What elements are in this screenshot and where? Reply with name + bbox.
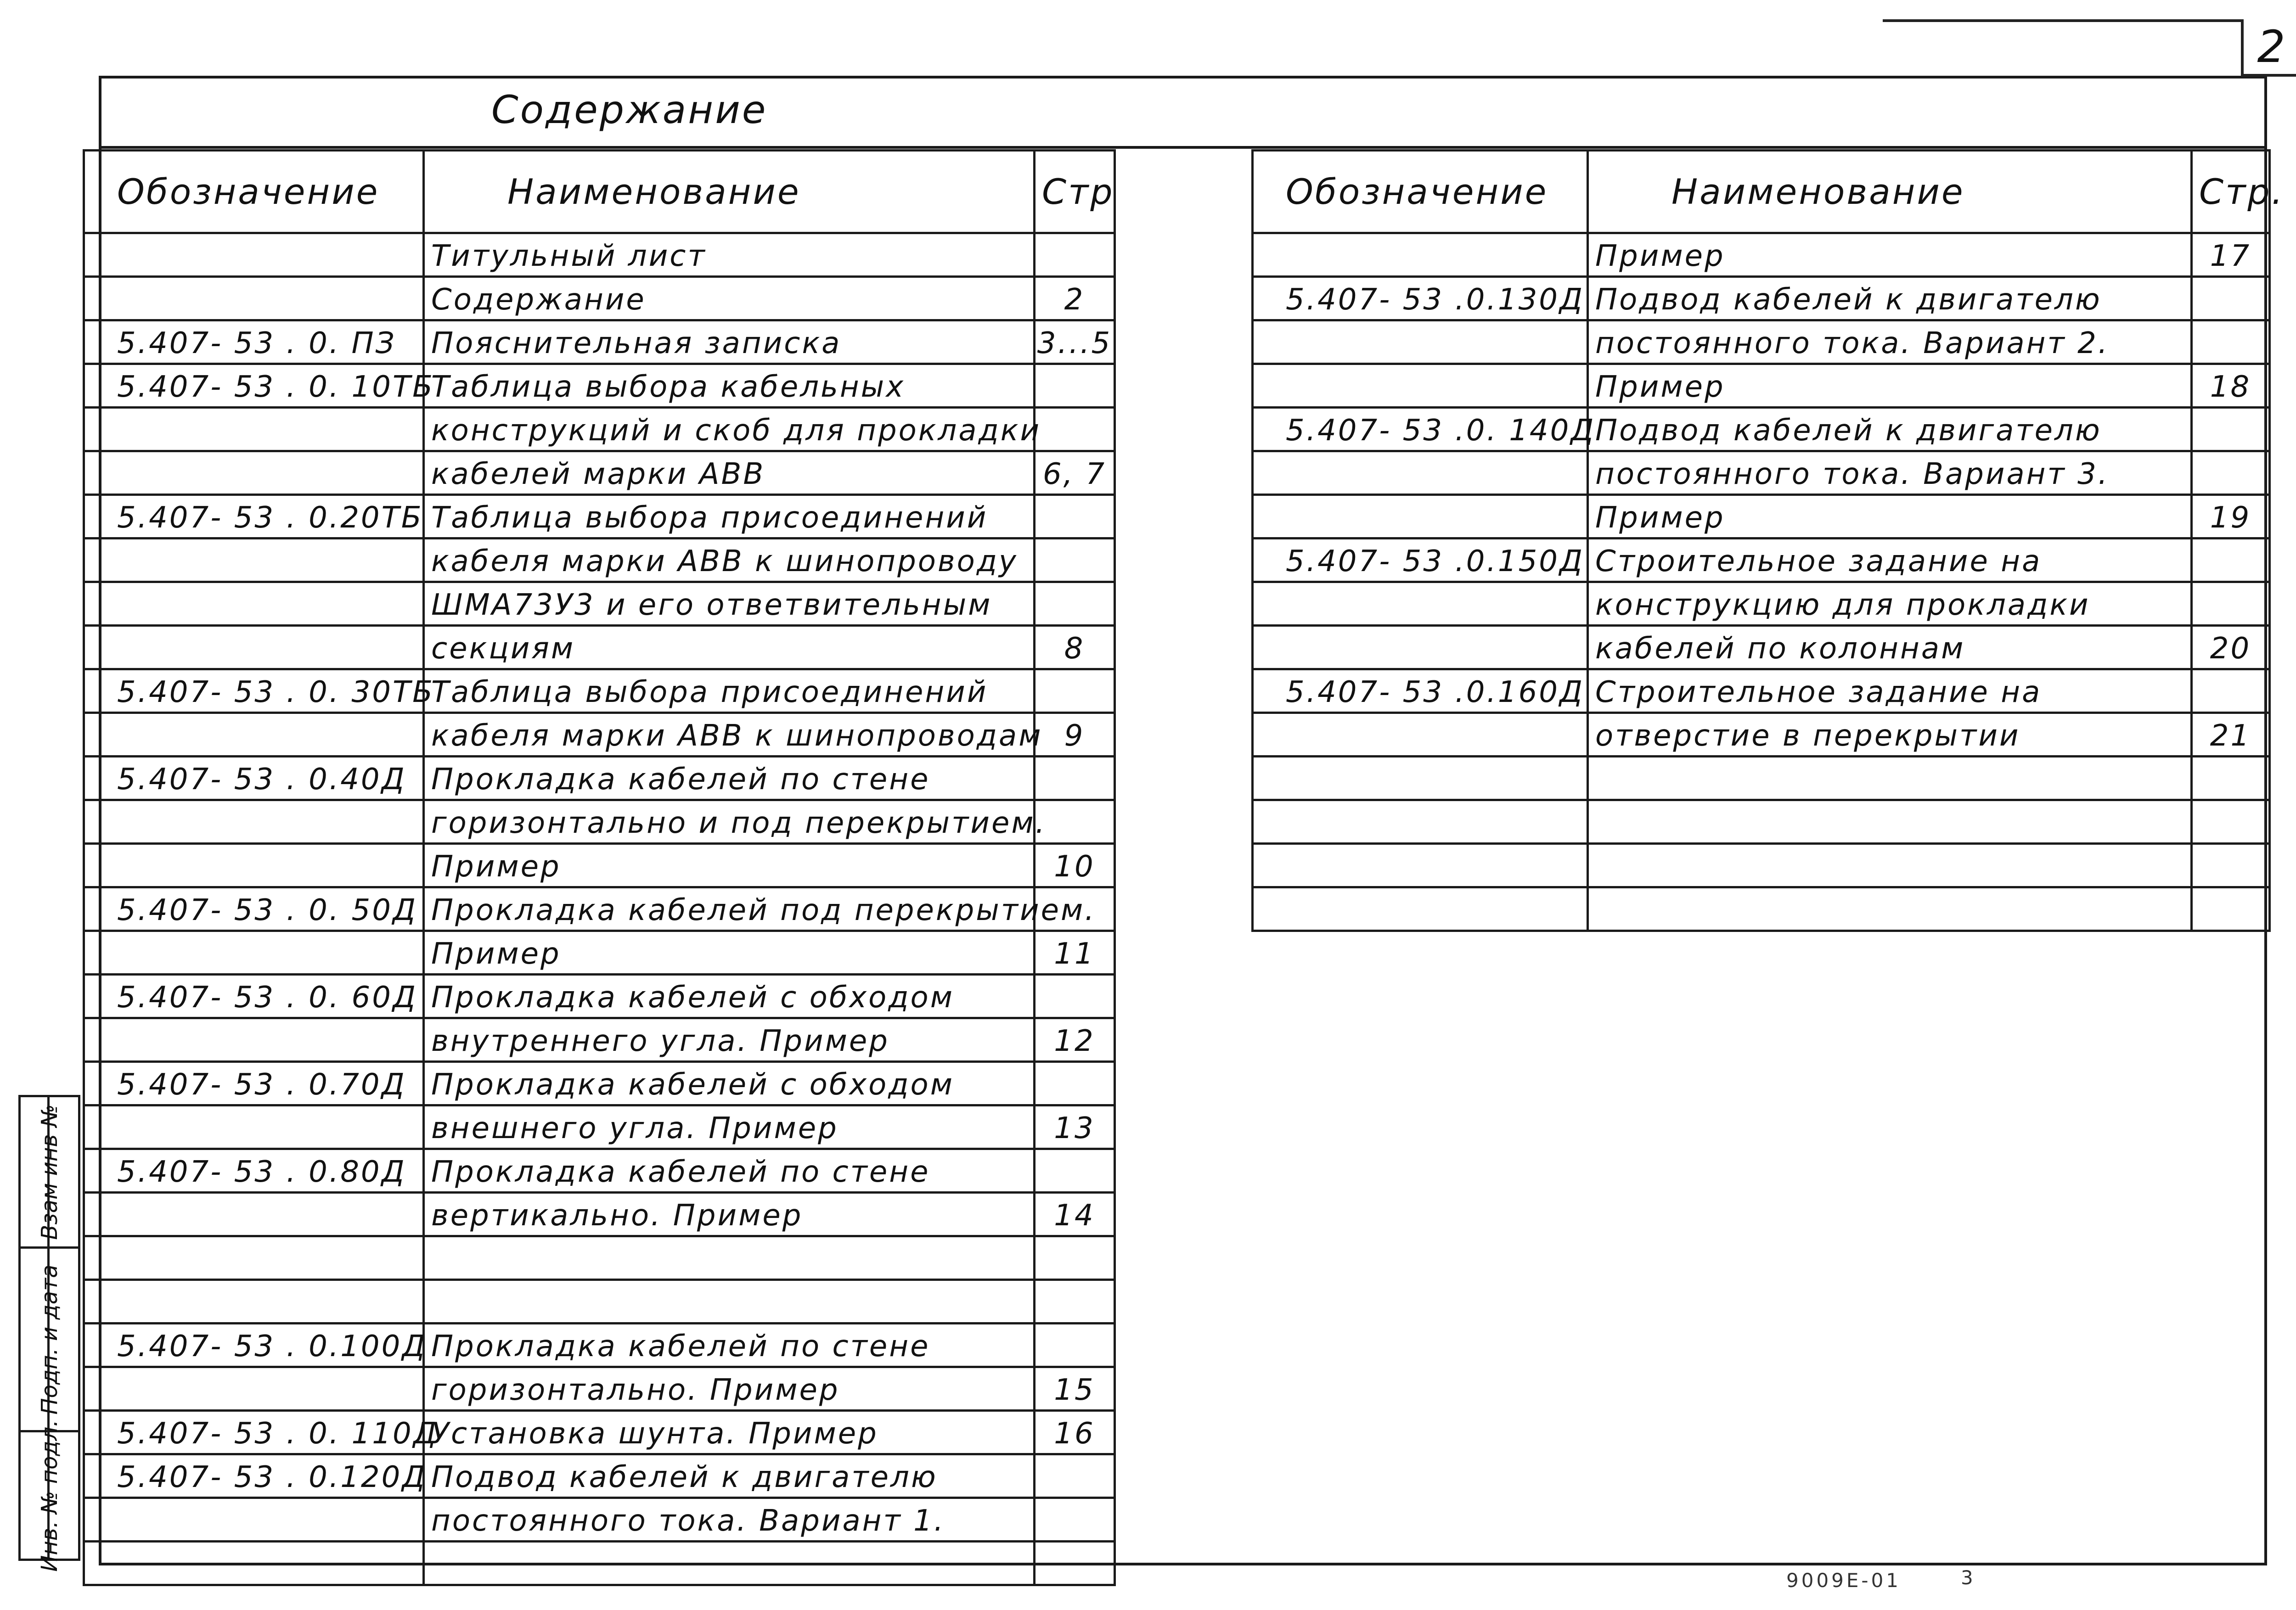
table-row xyxy=(1253,277,2270,320)
row-code xyxy=(84,539,424,582)
header-name: Наименование xyxy=(424,151,1035,233)
row-page xyxy=(2192,887,2270,931)
row-name: отверстие в перекрытии xyxy=(1588,713,2192,757)
row-page xyxy=(2192,408,2270,451)
table-row xyxy=(84,1498,1115,1542)
row-name: Подвод кабелей к двигателю xyxy=(424,1454,1035,1498)
row-code: 5.407- 53 . 0.70Д xyxy=(84,1062,424,1105)
row-page: 3...5 xyxy=(1035,320,1115,364)
row-code: 5.407- 53 . 0.20ТБ xyxy=(84,495,424,539)
row-page: 20 xyxy=(2192,626,2270,669)
table-row xyxy=(84,1454,1115,1498)
row-page xyxy=(1035,1062,1115,1105)
table-row xyxy=(1253,800,2270,844)
side-stamp-inv-original xyxy=(21,1419,78,1572)
row-name xyxy=(1588,844,2192,887)
row-code xyxy=(1253,713,1588,757)
table-row xyxy=(1253,233,2270,277)
row-code xyxy=(84,1367,424,1411)
row-code xyxy=(84,1542,424,1585)
table-row xyxy=(84,539,1115,582)
row-page xyxy=(1035,495,1115,539)
row-page xyxy=(1035,1280,1115,1324)
row-page xyxy=(1035,1542,1115,1585)
row-name: Содержание xyxy=(424,277,1035,320)
table-row xyxy=(1253,713,2270,757)
row-code xyxy=(1253,800,1588,844)
row-name: ШМА73У3 и его ответвительным xyxy=(424,582,1035,626)
row-page xyxy=(2192,451,2270,495)
row-name xyxy=(424,1542,1035,1585)
row-name: Подвод кабелей к двигателю xyxy=(1588,277,2192,320)
row-name: кабелей марки АВВ xyxy=(424,451,1035,495)
row-name: Строительное задание на xyxy=(1588,539,2192,582)
row-page xyxy=(1035,1149,1115,1193)
row-code xyxy=(84,1236,424,1280)
table-row xyxy=(1253,669,2270,713)
row-page: 18 xyxy=(2192,364,2270,408)
row-page xyxy=(1035,233,1115,277)
table-row xyxy=(84,757,1115,800)
table-row xyxy=(84,277,1115,320)
row-page xyxy=(1035,757,1115,800)
table-row xyxy=(1253,887,2270,931)
row-page: 15 xyxy=(1035,1367,1115,1411)
row-code xyxy=(1253,887,1588,931)
row-name: конструкцию для прокладки xyxy=(1588,582,2192,626)
row-code: 5.407- 53 . 0. 10ТБ xyxy=(84,364,424,408)
row-name: Прокладка кабелей с обходом xyxy=(424,1062,1035,1105)
table-row xyxy=(84,233,1115,277)
row-page xyxy=(2192,844,2270,887)
row-code: 5.407- 53 . 0. 60Д xyxy=(84,975,424,1018)
row-name: Пояснительная записка xyxy=(424,320,1035,364)
table-row xyxy=(84,1542,1115,1585)
table-row xyxy=(84,800,1115,844)
contents-table-right xyxy=(1251,149,2285,932)
table-row xyxy=(84,1062,1115,1105)
row-name xyxy=(1588,757,2192,800)
row-name: Прокладка кабелей с обходом xyxy=(424,975,1035,1018)
row-page xyxy=(2192,669,2270,713)
row-page xyxy=(2192,757,2270,800)
row-code: 5.407- 53 .0.150Д xyxy=(1253,539,1588,582)
table-row xyxy=(1253,408,2270,451)
row-page xyxy=(2192,320,2270,364)
table-row xyxy=(84,451,1115,495)
table-row xyxy=(84,626,1115,669)
page-number: 2 xyxy=(2241,19,2296,77)
side-stamp-sign-date xyxy=(21,1249,78,1432)
row-code xyxy=(1253,495,1588,539)
row-page: 6, 7 xyxy=(1035,451,1115,495)
row-page: 14 xyxy=(1035,1193,1115,1236)
table-row xyxy=(1253,844,2270,887)
row-name: кабеля марки АВВ к шинопроводам xyxy=(424,713,1035,757)
bottom-mark: 3 xyxy=(1961,1566,1973,1589)
row-page xyxy=(1035,539,1115,582)
row-page: 21 xyxy=(2192,713,2270,757)
page-number-line xyxy=(1883,19,2241,22)
row-page: 8 xyxy=(1035,626,1115,669)
row-code xyxy=(84,1498,424,1542)
row-code xyxy=(84,844,424,887)
row-name: постоянного тока. Вариант 2. xyxy=(1588,320,2192,364)
row-code xyxy=(84,931,424,975)
row-page: 13 xyxy=(1035,1105,1115,1149)
side-stamp-label: Взам инв № xyxy=(36,1104,62,1240)
row-name: постоянного тока. Вариант 1. xyxy=(424,1498,1035,1542)
side-stamp xyxy=(18,1095,80,1572)
table-row xyxy=(84,975,1115,1018)
row-page xyxy=(2192,277,2270,320)
table-row xyxy=(84,1018,1115,1062)
row-code: 5.407- 53 .0.130Д xyxy=(1253,277,1588,320)
row-name: Пример xyxy=(1588,495,2192,539)
table-row xyxy=(84,1149,1115,1193)
table-row xyxy=(84,408,1115,451)
row-code: 5.407- 53 . 0. 30ТБ xyxy=(84,669,424,713)
header-name: Наименование xyxy=(1588,151,2192,233)
row-name: секциям xyxy=(424,626,1035,669)
row-code xyxy=(84,408,424,451)
row-name xyxy=(1588,800,2192,844)
row-name: постоянного тока. Вариант 3. xyxy=(1588,451,2192,495)
row-code xyxy=(84,1018,424,1062)
row-code xyxy=(84,233,424,277)
row-name: Таблица выбора присоединений xyxy=(424,669,1035,713)
row-name: горизонтально и под перекрытием. xyxy=(424,800,1035,844)
row-name: Прокладка кабелей под перекрытием. xyxy=(424,887,1035,931)
table-row xyxy=(84,1236,1115,1280)
row-name: Прокладка кабелей по стене xyxy=(424,1149,1035,1193)
row-name: кабеля марки АВВ к шинопроводу xyxy=(424,539,1035,582)
row-code xyxy=(84,1193,424,1236)
row-code xyxy=(1253,233,1588,277)
row-code xyxy=(1253,844,1588,887)
row-name: Прокладка кабелей по стене xyxy=(424,1324,1035,1367)
row-name: кабелей по колоннам xyxy=(1588,626,2192,669)
table-row xyxy=(1253,757,2270,800)
row-code: 5.407- 53 .0. 140Д xyxy=(1253,408,1588,451)
row-code: 5.407- 53 . 0.100Д xyxy=(84,1324,424,1367)
row-page xyxy=(1035,1236,1115,1280)
row-code xyxy=(1253,626,1588,669)
table-row xyxy=(84,931,1115,975)
row-code xyxy=(84,800,424,844)
table-row xyxy=(1253,364,2270,408)
row-page: 12 xyxy=(1035,1018,1115,1062)
table-row xyxy=(84,495,1115,539)
row-name: Пример xyxy=(424,844,1035,887)
row-name: горизонтально. Пример xyxy=(424,1367,1035,1411)
row-code xyxy=(1253,364,1588,408)
row-code: 5.407- 53 . 0. 50Д xyxy=(84,887,424,931)
row-code: 5.407- 53 . 0. 110Д xyxy=(84,1411,424,1454)
row-name: внутреннего угла. Пример xyxy=(424,1018,1035,1062)
header-code: Обозначение xyxy=(1253,151,1588,233)
table-row xyxy=(84,1324,1115,1367)
row-page xyxy=(1035,364,1115,408)
table-header-row xyxy=(84,151,1115,233)
row-code xyxy=(84,626,424,669)
row-name: Таблица выбора присоединений xyxy=(424,495,1035,539)
row-page xyxy=(1035,1324,1115,1367)
header-code: Обозначение xyxy=(84,151,424,233)
row-code xyxy=(84,1280,424,1324)
row-name: Титульный лист xyxy=(424,233,1035,277)
table-header-row xyxy=(1253,151,2270,233)
table-row xyxy=(84,1367,1115,1411)
row-code xyxy=(84,713,424,757)
table-row xyxy=(84,1280,1115,1324)
row-code: 5.407- 53 .0.160Д xyxy=(1253,669,1588,713)
row-code xyxy=(1253,320,1588,364)
row-name: Строительное задание на xyxy=(1588,669,2192,713)
row-name xyxy=(424,1280,1035,1324)
row-name: Прокладка кабелей по стене xyxy=(424,757,1035,800)
table-row xyxy=(1253,495,2270,539)
row-name: Подвод кабелей к двигателю xyxy=(1588,408,2192,451)
row-code xyxy=(84,451,424,495)
page-title: Содержание xyxy=(491,87,768,132)
row-page xyxy=(1035,1498,1115,1542)
side-stamp-label: Инв. № подл. xyxy=(36,1419,62,1572)
row-code xyxy=(1253,757,1588,800)
row-code: 5.407- 53 . 0.40Д xyxy=(84,757,424,800)
row-page: 17 xyxy=(2192,233,2270,277)
row-name: Таблица выбора кабельных xyxy=(424,364,1035,408)
row-page: 10 xyxy=(1035,844,1115,887)
row-code: 5.407- 53 . 0.120Д xyxy=(84,1454,424,1498)
row-name: Установка шунта. Пример xyxy=(424,1411,1035,1454)
row-code xyxy=(84,582,424,626)
row-page: 9 xyxy=(1035,713,1115,757)
contents-table-left xyxy=(83,149,1116,1586)
row-code xyxy=(1253,451,1588,495)
table-row xyxy=(1253,451,2270,495)
row-name: Пример xyxy=(1588,233,2192,277)
row-page xyxy=(2192,582,2270,626)
row-page: 11 xyxy=(1035,931,1115,975)
table-row xyxy=(84,320,1115,364)
row-page: 19 xyxy=(2192,495,2270,539)
table-row xyxy=(84,1105,1115,1149)
table-row xyxy=(84,713,1115,757)
row-page xyxy=(1035,669,1115,713)
row-code xyxy=(84,1105,424,1149)
row-code xyxy=(84,277,424,320)
table-row xyxy=(1253,539,2270,582)
row-page xyxy=(1035,975,1115,1018)
row-name xyxy=(424,1236,1035,1280)
row-name xyxy=(1588,887,2192,931)
header-page: Стр. xyxy=(2192,151,2270,233)
row-page xyxy=(2192,539,2270,582)
table-row xyxy=(1253,582,2270,626)
side-stamp-label: Подп. и дата xyxy=(36,1264,62,1414)
table-row xyxy=(84,669,1115,713)
row-page xyxy=(1035,582,1115,626)
table-row xyxy=(1253,626,2270,669)
table-row xyxy=(1253,320,2270,364)
table-row xyxy=(84,1411,1115,1454)
row-page xyxy=(2192,800,2270,844)
side-stamp-replaced-inv xyxy=(21,1097,78,1249)
row-page xyxy=(1035,408,1115,451)
row-code: 5.407- 53 . 0.80Д xyxy=(84,1149,424,1193)
row-name: вертикально. Пример xyxy=(424,1193,1035,1236)
row-page: 2 xyxy=(1035,277,1115,320)
row-code xyxy=(1253,582,1588,626)
row-name: Пример xyxy=(1588,364,2192,408)
row-name: конструкций и скоб для прокладки xyxy=(424,408,1035,451)
row-page: 16 xyxy=(1035,1411,1115,1454)
row-name: внешнего угла. Пример xyxy=(424,1105,1035,1149)
table-row xyxy=(84,364,1115,408)
table-row xyxy=(84,844,1115,887)
header-page: Стр xyxy=(1035,151,1115,233)
title-divider xyxy=(99,146,2267,149)
row-name: Пример xyxy=(424,931,1035,975)
row-page xyxy=(1035,1454,1115,1498)
table-row xyxy=(84,582,1115,626)
bottom-code: 9009Е-01 xyxy=(1786,1569,1902,1592)
table-row xyxy=(84,1193,1115,1236)
row-code: 5.407- 53 . 0. ПЗ xyxy=(84,320,424,364)
table-row xyxy=(84,887,1115,931)
